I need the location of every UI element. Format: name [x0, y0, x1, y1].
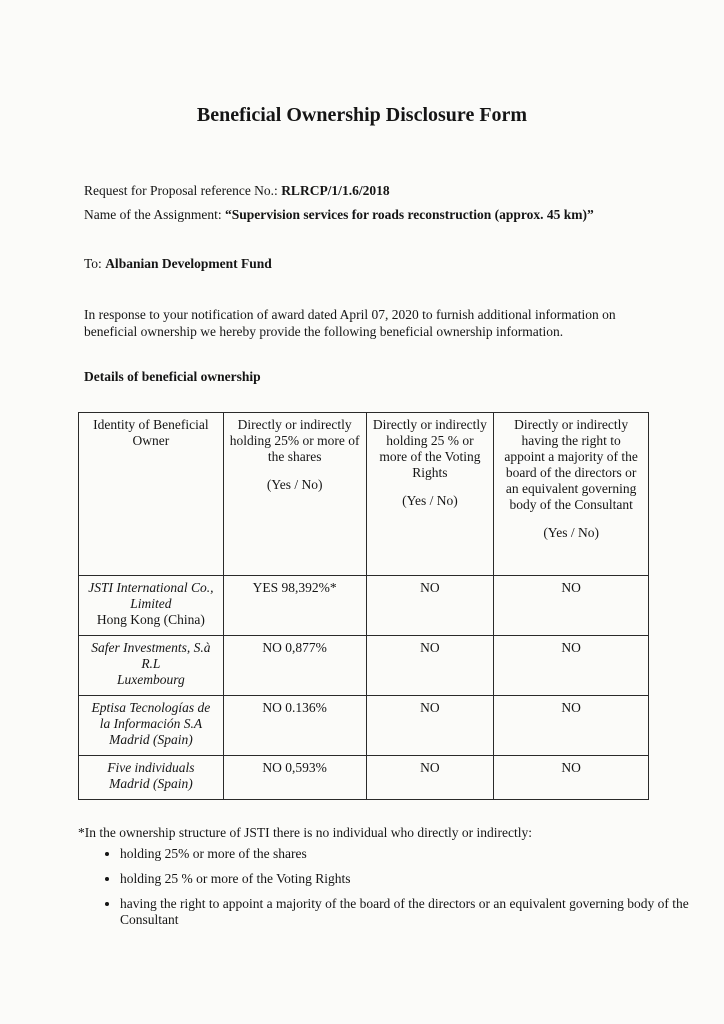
owner-location: Madrid (Spain)	[109, 776, 193, 791]
shares-cell: NO 0.136%	[223, 696, 366, 756]
header-identity: Identity of Beneficial Owner	[79, 413, 224, 576]
table-header-row	[79, 413, 649, 576]
list-item: • holding 25 % or more of the Voting Rights	[120, 871, 690, 887]
shares-cell: NO 0,593%	[223, 756, 366, 800]
table-row	[79, 636, 649, 696]
rfp-reference-value: RLRCP/1/1.6/2018	[281, 183, 390, 198]
owner-name: Safer Investments, S.à R.L	[91, 640, 211, 671]
footnote: *In the ownership structure of JSTI there is no individual who directly or indirectly:	[78, 825, 533, 840]
voting-cell: NO	[366, 696, 494, 756]
rfp-reference-line	[84, 183, 390, 199]
intro-paragraph: In response to your notification of award dated April 07, 2020 to furnish additional information on beneficial ownership we hereby provide the following beneficial ownership information.	[84, 307, 616, 339]
owner-location: Madrid (Spain)	[109, 732, 193, 747]
header-voting-yes-no: (Yes / No)	[402, 493, 458, 508]
header-voting: Directly or indirectly holding 25 % or more of the Voting Rights (Yes / No)	[366, 413, 494, 576]
header-board-yes-no: (Yes / No)	[543, 525, 599, 540]
voting-cell: NO	[366, 756, 494, 800]
recipient-label: To:	[84, 256, 106, 271]
recipient-value: Albanian Development Fund	[105, 256, 272, 271]
owner-name: Five individuals	[107, 760, 195, 775]
list-item: • holding 25% or more of the shares	[120, 846, 690, 862]
voting-cell: NO	[366, 636, 494, 696]
table-row	[79, 576, 649, 636]
header-shares: Directly or indirectly holding 25% or more of the shares (Yes / No)	[223, 413, 366, 576]
shares-cell: YES 98,392%*	[223, 576, 366, 636]
board-cell: NO	[494, 576, 649, 636]
recipient-line	[84, 256, 272, 272]
header-shares-yes-no: (Yes / No)	[266, 477, 323, 492]
footnote-bullet-list	[84, 846, 690, 937]
owner-name: JSTI International Co., Limited	[88, 580, 214, 611]
owner-location: Hong Kong (China)	[96, 612, 205, 627]
voting-cell: NO	[366, 576, 494, 636]
owner-cell	[79, 576, 224, 636]
header-board: Directly or indirectly having the right to appoint a majority of the board of the directors or an equivalent governing body of the Consultant (Yes / No)	[494, 413, 649, 576]
owner-cell	[79, 756, 224, 800]
list-item: • having the right to appoint a majority of the board of the directors or an equivalent governing body of the Consultant	[120, 896, 690, 928]
table-row	[79, 696, 649, 756]
section-heading: Details of beneficial ownership	[84, 369, 261, 384]
owner-location: Luxembourg	[117, 672, 185, 687]
owner-cell	[79, 636, 224, 696]
assignment-line	[84, 207, 594, 223]
owner-name: Eptisa Tecnologías de la Información S.A	[91, 700, 211, 731]
board-cell: NO	[494, 756, 649, 800]
shares-cell: NO 0,877%	[223, 636, 366, 696]
rfp-reference-label: Request for Proposal reference No.:	[84, 183, 282, 198]
assignment-label: Name of the Assignment:	[84, 207, 225, 222]
page-title: Beneficial Ownership Disclosure Form	[196, 104, 528, 126]
beneficial-ownership-table	[78, 412, 649, 800]
table-row	[79, 756, 649, 800]
owner-cell	[79, 696, 224, 756]
assignment-value: “Supervision services for roads reconstruction (approx. 45 km)”	[224, 207, 594, 222]
board-cell: NO	[494, 696, 649, 756]
board-cell: NO	[494, 636, 649, 696]
